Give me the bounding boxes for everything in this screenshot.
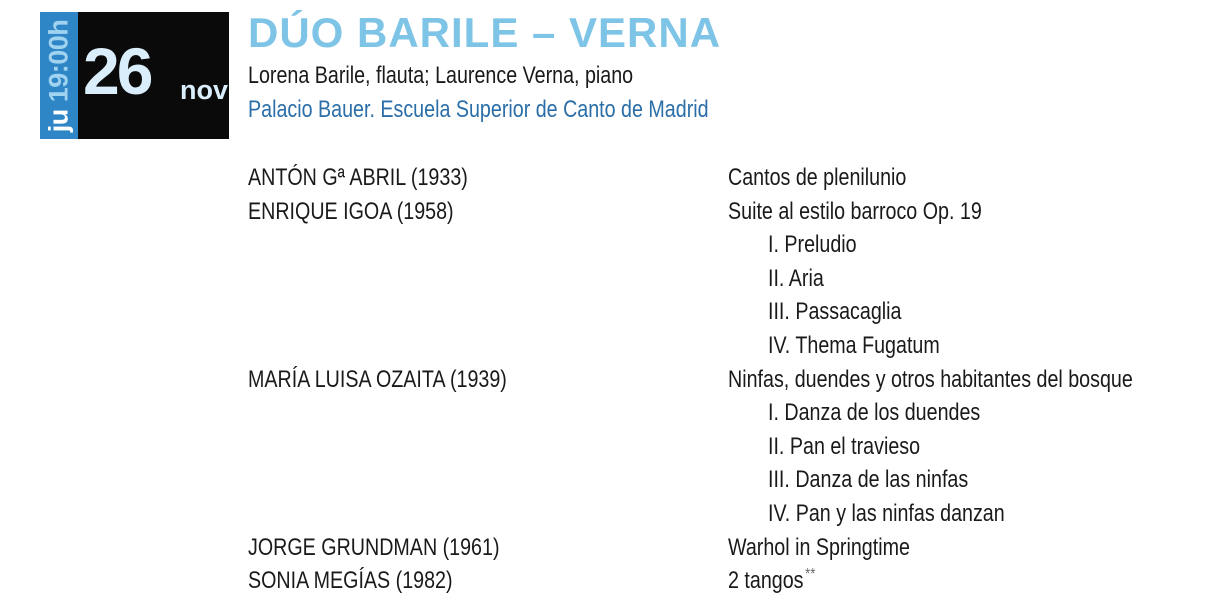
program-entry bbox=[248, 531, 1208, 565]
movement-title: II. Aria bbox=[768, 264, 824, 292]
day-number: 26 bbox=[83, 34, 151, 108]
program-entry bbox=[248, 564, 1208, 598]
work-title bbox=[728, 195, 982, 229]
work-title-text: 2 tangos bbox=[728, 567, 804, 595]
work-title-text: Warhol in Springtime bbox=[728, 533, 910, 561]
program-entry bbox=[248, 363, 1208, 397]
composer-name: ANTÓN Gª ABRIL (1933) bbox=[248, 164, 468, 191]
movement-row bbox=[248, 329, 1208, 363]
movement-row bbox=[248, 463, 1208, 497]
program-entry bbox=[248, 195, 1208, 229]
footnote-marker: ** bbox=[805, 566, 816, 584]
work-title-text: Ninfas, duendes y otros habitantes del bosque bbox=[728, 365, 1133, 393]
work-title-text: Cantos de plenilunio bbox=[728, 164, 907, 191]
event-time: 19:00h bbox=[43, 19, 74, 103]
movement-title: II. Pan el travieso bbox=[768, 432, 921, 460]
program-list bbox=[248, 161, 1208, 598]
work-title bbox=[728, 363, 1133, 397]
work-title bbox=[728, 161, 906, 195]
composer-name: MARÍA LUISA OZAITA (1939) bbox=[248, 365, 507, 393]
movement-title: III. Passacaglia bbox=[768, 298, 902, 326]
movement-row bbox=[248, 497, 1208, 531]
work-title bbox=[728, 564, 815, 598]
movement-title: IV. Pan y las ninfas danzan bbox=[768, 499, 1005, 527]
composer-name: ENRIQUE IGOA (1958) bbox=[248, 197, 454, 225]
movement-title: IV. Thema Fugatum bbox=[768, 331, 940, 359]
program-entry bbox=[248, 161, 1208, 195]
movement-title: I. Preludio bbox=[768, 231, 857, 259]
movement-row bbox=[248, 228, 1208, 262]
date-strip bbox=[40, 12, 78, 139]
composer-name: SONIA MEGÍAS (1982) bbox=[248, 567, 453, 595]
composer-name: JORGE GRUNDMAN (1961) bbox=[248, 533, 500, 561]
month: nov bbox=[180, 75, 229, 105]
movement-title: I. Danza de los duendes bbox=[768, 399, 981, 427]
movement-row bbox=[248, 295, 1208, 329]
movement-row bbox=[248, 430, 1208, 464]
movement-row bbox=[248, 262, 1208, 296]
event-title: DÚO BARILE – VERNA bbox=[248, 9, 722, 56]
date-block bbox=[40, 12, 229, 139]
movement-row bbox=[248, 396, 1208, 430]
venue: Palacio Bauer. Escuela Superior de Canto de Madrid bbox=[248, 96, 709, 123]
weekday: ju bbox=[43, 109, 74, 133]
work-title-text: Suite al estilo barroco Op. 19 bbox=[728, 197, 982, 225]
weekday-time bbox=[43, 19, 74, 133]
movement-title: III. Danza de las ninfas bbox=[768, 466, 969, 494]
work-title bbox=[728, 531, 910, 565]
performers: Lorena Barile, flauta; Laurence Verna, piano bbox=[248, 62, 634, 89]
